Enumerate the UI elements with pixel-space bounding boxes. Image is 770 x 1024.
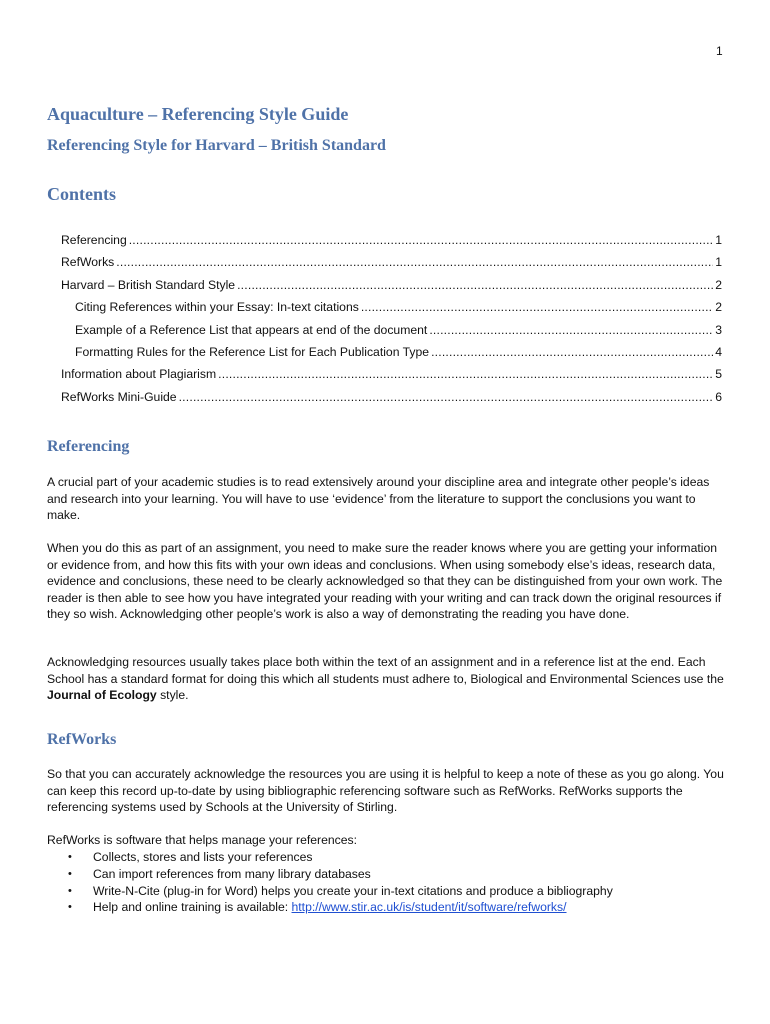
journal-name: Journal of Ecology: [47, 688, 157, 703]
toc-label: Citing References within your Essay: In-text citations: [75, 300, 359, 315]
toc-item-plagiarism[interactable]: [61, 363, 722, 385]
toc-page: 1: [715, 255, 722, 270]
toc-label: Harvard – British Standard Style: [61, 277, 236, 292]
bullet-icon: •: [68, 867, 72, 880]
toc-item-refworks-mini-guide[interactable]: [61, 386, 722, 408]
list-item-text: Write-N-Cite (plug-in for Word) helps you create your in-text citations and produce a bibliography: [93, 883, 613, 898]
refworks-help-link[interactable]: http://www.stir.ac.uk/is/student/it/software/refworks/: [291, 900, 567, 915]
refworks-feature-list: [68, 849, 613, 916]
toc-leader: [431, 341, 713, 363]
toc-leader: [429, 319, 713, 341]
toc-label: Example of a Reference List that appears at end of the document: [75, 322, 428, 337]
table-of-contents: [61, 229, 722, 408]
toc-leader: [361, 296, 713, 318]
referencing-paragraph-1: A crucial part of your academic studies is to read extensively around your discipline area and integrate other people’s ideas and research into your learning. You will have to use ‘evidence’ from the literature to support the conclusions you want to make.: [47, 475, 710, 523]
toc-item-referencing[interactable]: [61, 229, 722, 251]
list-item: [68, 866, 613, 883]
toc-item-refworks[interactable]: [61, 251, 722, 273]
toc-label: Referencing: [61, 233, 127, 247]
refworks-paragraph-1: So that you can accurately acknowledge the resources you are using it is helpful to keep a note of these as you go along. You can keep this record up-to-date by using bibliographic referencing software such as RefWorks. RefWorks supports the referencing systems used by Schools at the University of Stirling.: [47, 767, 724, 815]
document-title: Aquaculture – Referencing Style Guide: [47, 104, 349, 124]
toc-label: Information about Plagiarism: [61, 367, 217, 382]
referencing-paragraph-3: [47, 654, 727, 704]
refworks-heading: RefWorks: [47, 731, 117, 748]
toc-item-formatting-rules[interactable]: [61, 341, 722, 363]
list-item-text: Collects, stores and lists your references: [93, 850, 313, 864]
toc-leader: [179, 386, 714, 408]
toc-leader: [218, 363, 713, 385]
page-number: 1: [716, 44, 723, 58]
list-item: [68, 883, 613, 900]
bullet-icon: •: [68, 884, 72, 897]
list-item: [68, 849, 613, 866]
toc-item-harvard-style[interactable]: [61, 274, 722, 296]
toc-page: 4: [715, 344, 722, 359]
bullet-icon: •: [68, 901, 72, 914]
toc-leader: [237, 274, 713, 296]
toc-leader: [129, 229, 714, 251]
toc-page: 5: [715, 367, 722, 382]
toc-page: 1: [715, 233, 722, 247]
toc-page: 2: [715, 277, 722, 292]
list-item-text: Can import references from many library databases: [93, 866, 371, 881]
toc-leader: [116, 251, 713, 273]
toc-item-in-text-citations[interactable]: [61, 296, 722, 318]
document-subtitle: Referencing Style for Harvard – British Standard: [47, 137, 386, 154]
toc-label: Formatting Rules for the Reference List for Each Publication Type: [75, 344, 430, 359]
referencing-heading: Referencing: [47, 438, 130, 455]
refworks-paragraph-2: RefWorks is software that helps manage your references:: [47, 833, 358, 847]
list-item-text: Help and online training is available:: [93, 900, 292, 915]
paragraph-text: Acknowledging resources usually takes place both within the text of an assignment and in a reference list at the end. Each School has a standard format for doing this which all students must adhere to, Biological and Environmental Sciences use the: [47, 655, 724, 686]
toc-page: 2: [715, 300, 722, 315]
referencing-paragraph-2: When you do this as part of an assignment, you need to make sure the reader knows where you are getting your information or evidence from, and how this fits with your own ideas and conclusions. When using somebody else’s ideas, research data, evidence and conclusions, these need to be clearly acknowledged so that they can be distinguished from your own work. The reader is then able to see how you have integrated your reading with your writing and can track down the original resources if they so wish. Acknowledging other people’s work is also a way of demonstrating the reading you have done.: [47, 541, 723, 622]
list-item: [68, 899, 613, 916]
toc-label: RefWorks: [61, 255, 115, 270]
toc-page: 6: [715, 389, 722, 404]
toc-item-reference-list-example[interactable]: [61, 319, 722, 341]
bullet-icon: •: [68, 851, 72, 863]
paragraph-text: style.: [156, 688, 189, 703]
contents-heading: Contents: [47, 184, 117, 204]
toc-page: 3: [715, 322, 722, 337]
toc-label: RefWorks Mini-Guide: [61, 389, 177, 404]
